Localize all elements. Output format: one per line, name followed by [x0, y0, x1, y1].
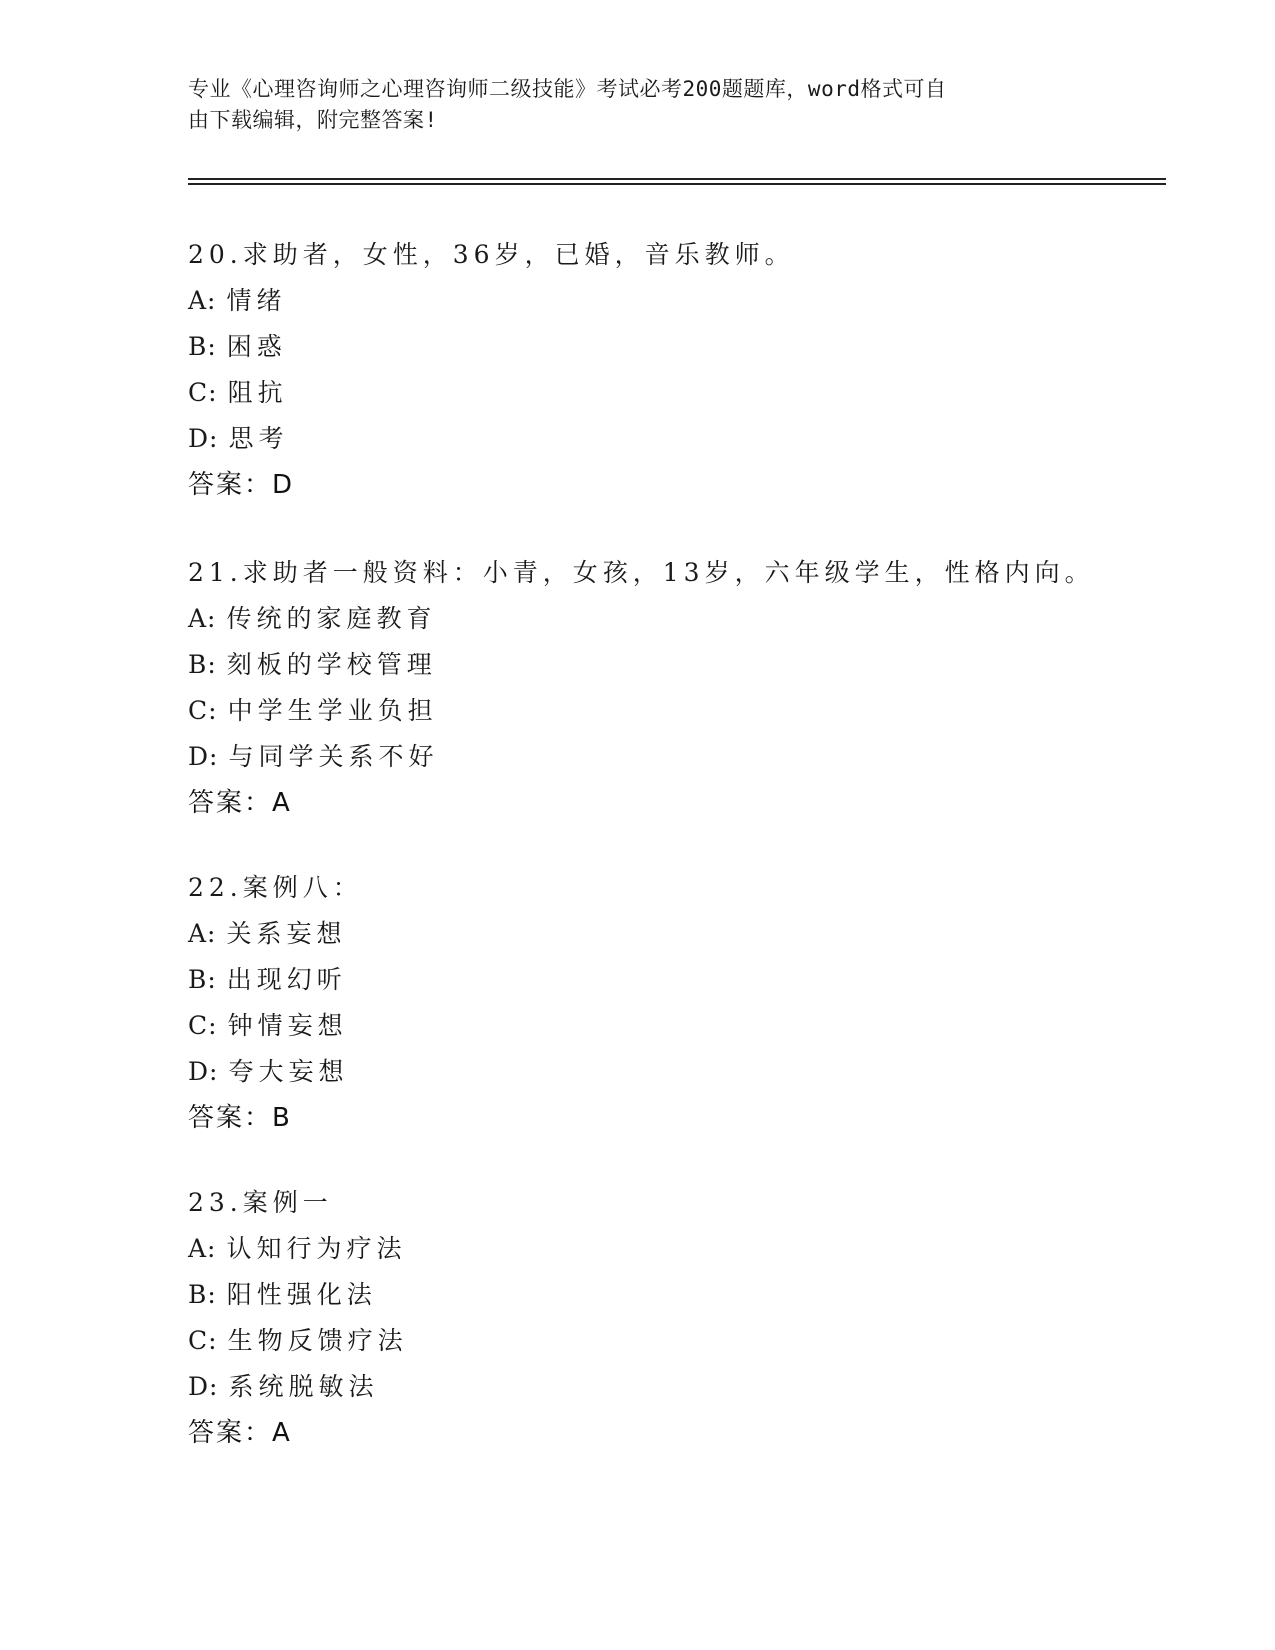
option-letter: B: — [188, 650, 217, 679]
option-b — [188, 642, 1168, 688]
option-b — [188, 1272, 1168, 1318]
option-a — [188, 278, 1168, 324]
option-d — [188, 734, 1168, 780]
document-header — [188, 74, 1068, 136]
option-text: 夸大妄想 — [228, 1057, 349, 1086]
question-stem: 23.案例一 — [188, 1188, 333, 1217]
option-c — [188, 1003, 1168, 1049]
option-c — [188, 370, 1168, 416]
header-line-1: 专业《心理咨询师之心理咨询师二级技能》考试必考200题题库，word格式可自 — [188, 77, 947, 101]
question-stem: 22.案例八： — [188, 873, 363, 902]
option-letter: A: — [188, 919, 217, 948]
question-stem: 20.求助者，女性，36岁，已婚，音乐教师。 — [188, 240, 795, 269]
question-block — [188, 865, 1168, 1141]
option-letter: C: — [188, 378, 218, 407]
option-text: 传统的家庭教育 — [226, 604, 437, 633]
question-block — [188, 1180, 1168, 1456]
option-b — [188, 324, 1168, 370]
option-letter: A: — [188, 1234, 217, 1263]
option-text: 关系妄想 — [226, 919, 347, 948]
option-a — [188, 911, 1168, 957]
option-text: 情绪 — [226, 286, 287, 315]
option-letter: B: — [188, 332, 217, 361]
option-text: 系统脱敏法 — [228, 1372, 379, 1401]
option-letter: C: — [188, 1326, 218, 1355]
option-d — [188, 1364, 1168, 1410]
answer-line: 答案：A — [188, 1418, 292, 1448]
header-line-2: 由下载编辑，附完整答案! — [188, 108, 438, 132]
answer-line: 答案：B — [188, 1103, 292, 1133]
question-stem: 21.求助者一般资料：小青，女孩，13岁，六年级学生，性格内向。 — [188, 558, 1095, 587]
option-text: 阳性强化法 — [226, 1280, 377, 1309]
option-letter: C: — [188, 1011, 218, 1040]
option-text: 阻抗 — [227, 378, 288, 407]
option-b — [188, 957, 1168, 1003]
option-a — [188, 596, 1168, 642]
option-letter: A: — [188, 604, 217, 633]
header-divider-bottom — [188, 183, 1166, 185]
option-text: 与同学关系不好 — [228, 742, 439, 771]
option-text: 生物反馈疗法 — [227, 1326, 408, 1355]
option-letter: C: — [188, 696, 218, 725]
option-text: 认知行为疗法 — [226, 1234, 407, 1263]
answer-line: 答案：D — [188, 470, 295, 500]
option-text: 刻板的学校管理 — [226, 650, 437, 679]
option-text: 中学生学业负担 — [227, 696, 438, 725]
option-letter: B: — [188, 1280, 217, 1309]
option-letter: D: — [188, 1057, 219, 1086]
option-a — [188, 1226, 1168, 1272]
question-block — [188, 232, 1168, 508]
option-text: 思考 — [228, 424, 289, 453]
option-d — [188, 416, 1168, 462]
option-letter: D: — [188, 742, 219, 771]
answer-line: 答案：A — [188, 788, 292, 818]
option-c — [188, 688, 1168, 734]
question-block — [188, 550, 1168, 826]
option-letter: D: — [188, 424, 219, 453]
option-text: 钟情妄想 — [227, 1011, 348, 1040]
option-text: 出现幻听 — [226, 965, 347, 994]
option-letter: D: — [188, 1372, 219, 1401]
option-letter: B: — [188, 965, 217, 994]
option-text: 困惑 — [226, 332, 287, 361]
option-d — [188, 1049, 1168, 1095]
option-c — [188, 1318, 1168, 1364]
header-divider-top — [188, 178, 1166, 180]
option-letter: A: — [188, 286, 217, 315]
